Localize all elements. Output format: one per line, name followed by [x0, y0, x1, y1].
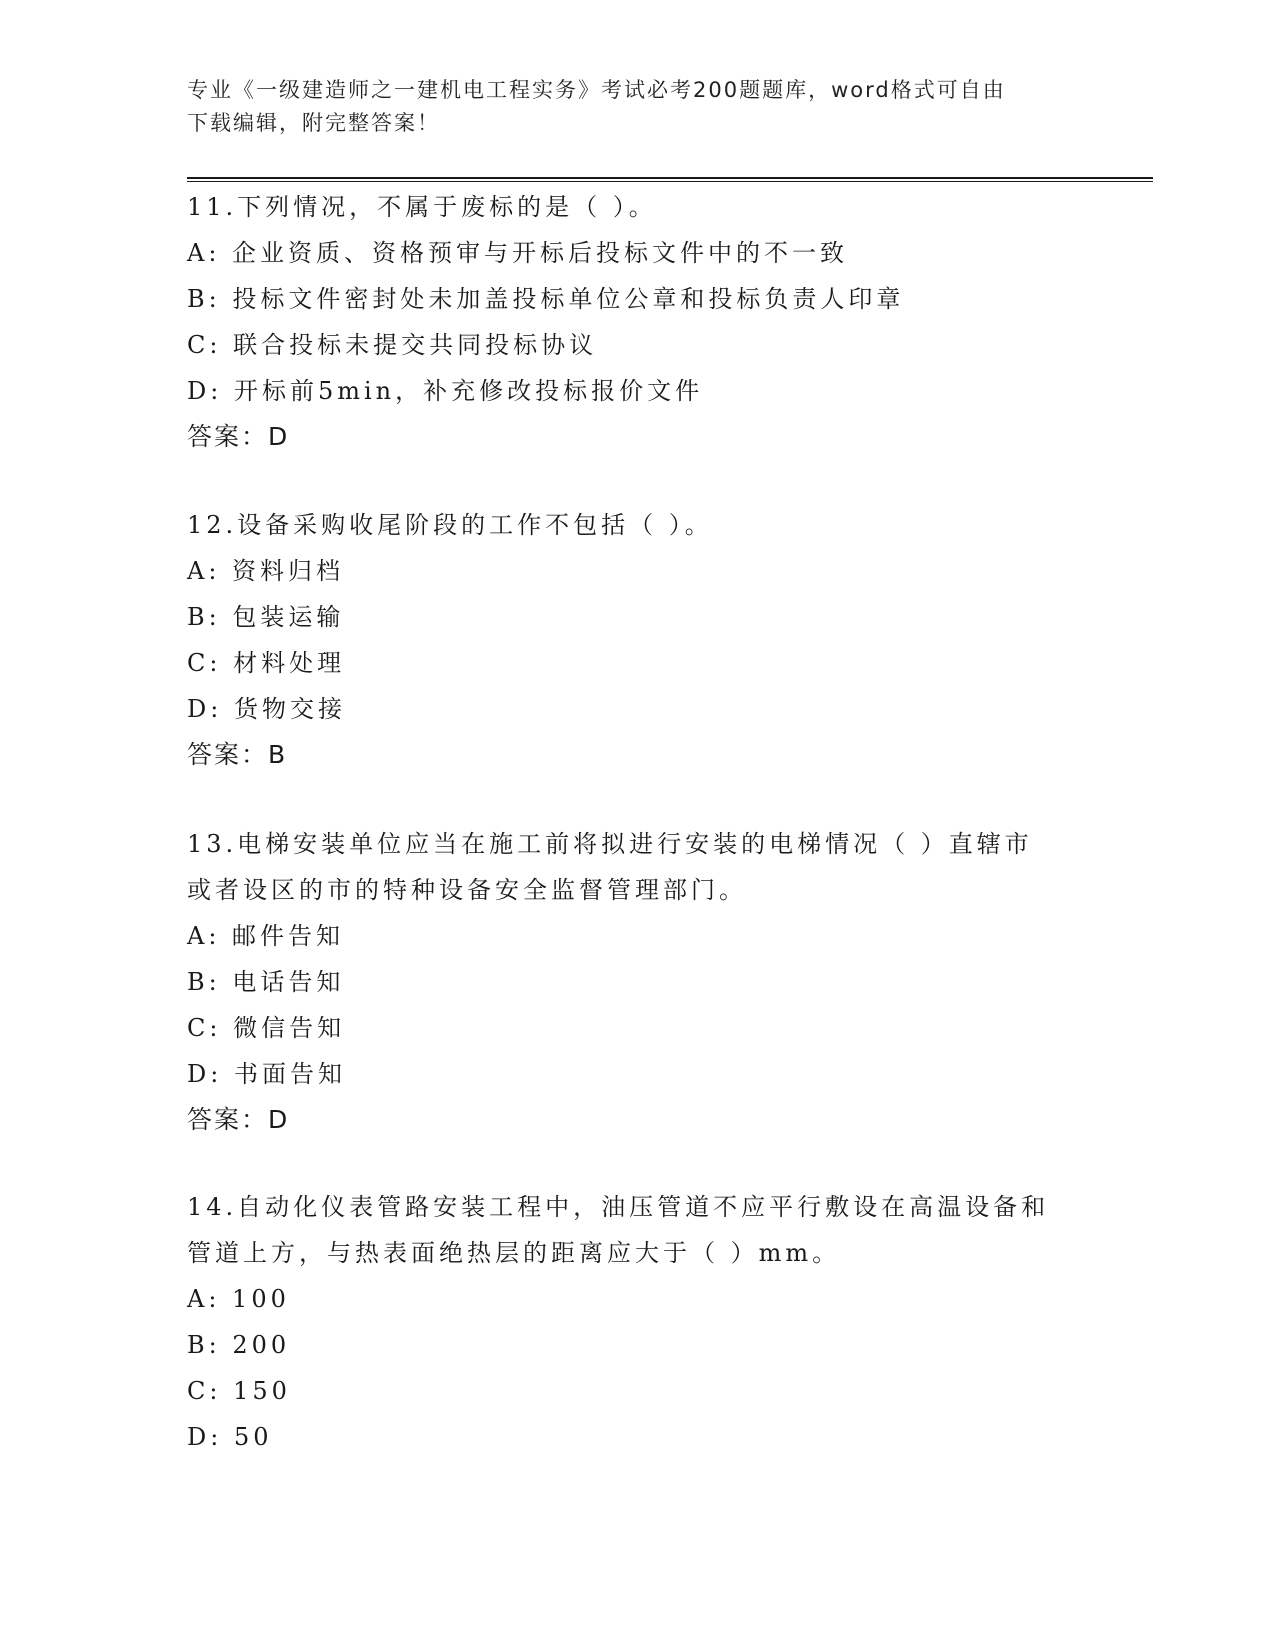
option-c: C: 联合投标未提交共同投标协议: [187, 331, 598, 359]
option-a: A: 资料归档: [187, 557, 345, 585]
option-b: B: 包装运输: [187, 603, 345, 631]
option-d: D: 开标前5min，补充修改投标报价文件: [187, 377, 704, 405]
option-c: C: 微信告知: [187, 1014, 346, 1042]
option-c: C: 150: [187, 1377, 291, 1405]
option-b: B: 电话告知: [187, 968, 345, 996]
question-stem-line-2: 或者设区的市的特种设备安全监督管理部门。: [187, 876, 747, 904]
document-header: [187, 74, 1067, 140]
option-a: A: 100: [187, 1285, 290, 1313]
question-11: [187, 184, 1087, 460]
question-12: [187, 502, 1087, 778]
option-b: B: 200: [187, 1331, 291, 1359]
header-line-1: 专业《一级建造师之一建机电工程实务》考试必考200题题库，word格式可自由: [187, 78, 1006, 102]
option-a: A: 邮件告知: [187, 922, 345, 950]
question-stem: 11.下列情况，不属于废标的是（ ）。: [187, 193, 657, 221]
option-a: A: 企业资质、资格预审与开标后投标文件中的不一致: [187, 239, 849, 267]
question-stem: 12.设备采购收尾阶段的工作不包括（ ）。: [187, 511, 713, 539]
option-b: B: 投标文件密封处未加盖投标单位公章和投标负责人印章: [187, 285, 905, 313]
question-stem-line-1: 13.电梯安装单位应当在施工前将拟进行安装的电梯情况（ ）直辖市: [187, 830, 1033, 858]
header-divider: [187, 177, 1153, 182]
option-d: D: 书面告知: [187, 1060, 346, 1088]
question-14: [187, 1184, 1087, 1460]
option-d: D: 货物交接: [187, 695, 346, 723]
answer: 答案：D: [187, 1105, 290, 1134]
option-d: D: 50: [187, 1423, 273, 1451]
answer: 答案：D: [187, 422, 290, 451]
option-c: C: 材料处理: [187, 649, 346, 677]
answer: 答案：B: [187, 740, 288, 769]
question-stem-line-2: 管道上方，与热表面绝热层的距离应大于（ ）mm。: [187, 1239, 841, 1267]
header-line-2: 下载编辑，附完整答案！: [187, 111, 440, 135]
question-13: [187, 821, 1087, 1143]
question-stem-line-1: 14.自动化仪表管路安装工程中，油压管道不应平行敷设在高温设备和: [187, 1193, 1050, 1221]
